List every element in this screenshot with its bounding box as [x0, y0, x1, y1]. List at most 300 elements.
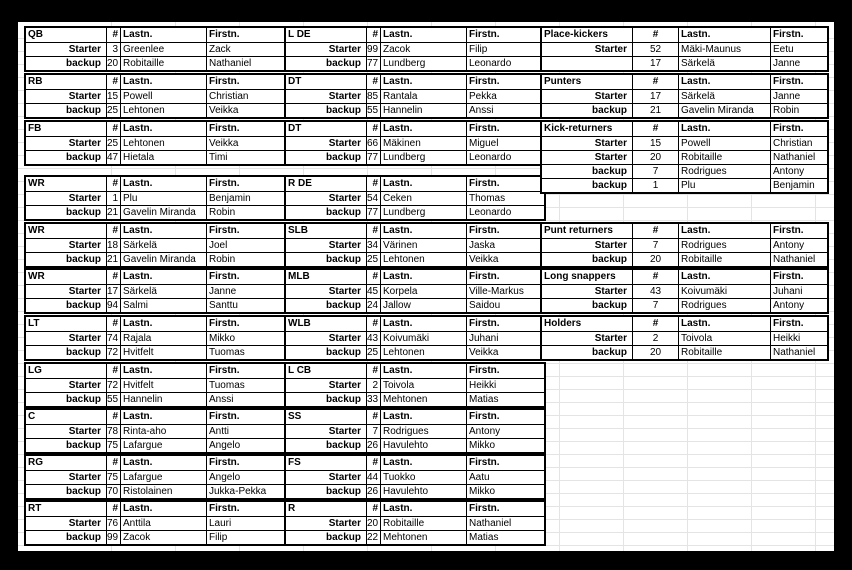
lastname-cell[interactable]: Koivumäki [380, 332, 466, 346]
lastname-cell[interactable]: Gavelin Miranda [120, 206, 206, 220]
number-cell[interactable]: 25 [367, 347, 379, 358]
number-cell[interactable]: 17 [632, 90, 678, 104]
firstname-cell[interactable]: Robin [770, 104, 827, 118]
position-label[interactable]: L DE [288, 29, 311, 40]
position-label[interactable]: Kick-returners [544, 123, 613, 134]
number-header[interactable]: # [632, 317, 678, 331]
role-cell[interactable]: backup [325, 394, 361, 405]
lastname-cell[interactable]: Toivola [678, 332, 770, 346]
lastname-header[interactable]: Lastn. [678, 270, 770, 284]
role-cell[interactable]: backup [325, 152, 361, 163]
lastname-cell[interactable]: Lehtonen [120, 104, 206, 118]
number-cell[interactable]: 43 [632, 285, 678, 299]
empty-cell[interactable] [586, 122, 630, 136]
firstname-header[interactable]: Firstn. [206, 28, 282, 42]
firstname-cell[interactable]: Janne [770, 57, 827, 71]
number-cell[interactable]: 3 [106, 43, 120, 57]
number-cell[interactable]: 72 [107, 347, 119, 358]
firstname-header[interactable]: Firstn. [466, 224, 542, 238]
lastname-cell[interactable]: Särkelä [678, 90, 770, 104]
position-label[interactable]: L CB [288, 365, 312, 376]
firstname-cell[interactable]: Mikko [206, 332, 282, 346]
position-label[interactable]: DT [288, 76, 302, 87]
number-cell[interactable]: 17 [107, 286, 119, 297]
empty-cell[interactable] [318, 28, 364, 42]
firstname-header[interactable]: Firstn. [770, 122, 827, 136]
firstname-cell[interactable]: Antony [770, 239, 827, 253]
role-cell[interactable]: backup [325, 486, 361, 497]
number-header[interactable]: # [106, 502, 120, 516]
firstname-cell[interactable]: Anssi [206, 393, 282, 407]
empty-cell[interactable] [318, 75, 364, 89]
role-cell[interactable]: backup [591, 300, 627, 311]
role-cell[interactable]: Starter [594, 152, 627, 163]
number-cell[interactable]: 70 [107, 486, 119, 497]
firstname-cell[interactable]: Antony [770, 165, 827, 179]
lastname-cell[interactable]: Jallow [380, 299, 466, 313]
role-cell[interactable]: Starter [328, 44, 361, 55]
lastname-cell[interactable]: Hvitfelt [120, 346, 206, 360]
lastname-cell[interactable]: Hannelin [380, 104, 466, 118]
position-label[interactable]: QB [28, 29, 43, 40]
role-cell[interactable]: Starter [68, 193, 101, 204]
lastname-cell[interactable]: Ristolainen [120, 485, 206, 499]
number-header[interactable]: # [106, 224, 120, 238]
firstname-cell[interactable]: Nathaniel [770, 151, 827, 165]
position-label[interactable]: RG [28, 457, 43, 468]
number-cell[interactable]: 7 [632, 299, 678, 313]
firstname-cell[interactable]: Benjamin [770, 179, 827, 193]
role-cell[interactable]: Starter [328, 333, 361, 344]
lastname-cell[interactable]: Särkelä [678, 57, 770, 71]
role-cell[interactable]: Starter [594, 286, 627, 297]
number-header[interactable]: # [106, 317, 120, 331]
role-cell[interactable]: backup [591, 166, 627, 177]
role-cell[interactable]: Starter [68, 518, 101, 529]
number-cell[interactable]: 21 [107, 207, 119, 218]
role-cell[interactable]: Starter [328, 472, 361, 483]
number-cell[interactable]: 33 [367, 394, 379, 405]
role-cell[interactable]: Starter [328, 193, 361, 204]
lastname-header[interactable]: Lastn. [120, 456, 206, 470]
position-label[interactable]: Long snappers [544, 271, 616, 282]
firstname-cell[interactable]: Christian [770, 137, 827, 151]
firstname-cell[interactable]: Lauri [206, 517, 282, 531]
firstname-cell[interactable]: Tuomas [206, 346, 282, 360]
role-cell[interactable]: backup [325, 207, 361, 218]
firstname-cell[interactable]: Antony [466, 425, 542, 439]
lastname-cell[interactable]: Gavelin Miranda [678, 104, 770, 118]
firstname-cell[interactable]: Miguel [466, 137, 542, 151]
number-cell[interactable]: 99 [107, 532, 119, 543]
position-label[interactable]: Place-kickers [544, 29, 608, 40]
role-cell[interactable]: backup [325, 532, 361, 543]
number-cell[interactable]: 26 [367, 440, 379, 451]
empty-cell[interactable] [58, 224, 104, 238]
firstname-cell[interactable]: Ville-Markus [466, 285, 542, 299]
lastname-cell[interactable]: Robitaille [380, 517, 466, 531]
number-cell[interactable]: 77 [367, 207, 379, 218]
number-cell[interactable]: 34 [367, 240, 379, 251]
firstname-cell[interactable]: Santtu [206, 299, 282, 313]
empty-cell[interactable] [58, 502, 104, 516]
lastname-cell[interactable]: Korpela [380, 285, 466, 299]
lastname-header[interactable]: Lastn. [380, 177, 466, 191]
number-cell[interactable]: 25 [367, 254, 379, 265]
number-header[interactable]: # [632, 28, 678, 42]
firstname-cell[interactable]: Nathaniel [770, 346, 827, 360]
number-cell[interactable]: 55 [367, 105, 379, 116]
position-label[interactable]: Punters [544, 76, 582, 87]
number-header[interactable]: # [106, 270, 120, 284]
empty-cell[interactable] [58, 75, 104, 89]
firstname-cell[interactable]: Robin [206, 253, 282, 267]
empty-cell[interactable] [58, 410, 104, 424]
lastname-cell[interactable]: Powell [678, 137, 770, 151]
number-cell[interactable]: 21 [107, 254, 119, 265]
number-header[interactable]: # [106, 122, 120, 136]
lastname-cell[interactable]: Mehtonen [380, 393, 466, 407]
number-header[interactable]: # [366, 456, 380, 470]
position-label[interactable]: LT [28, 318, 40, 329]
role-cell[interactable]: backup [65, 347, 101, 358]
number-cell[interactable]: 77 [367, 152, 379, 163]
firstname-cell[interactable]: Anssi [466, 104, 542, 118]
role-cell[interactable]: Starter [594, 333, 627, 344]
firstname-cell[interactable]: Robin [206, 206, 282, 220]
lastname-header[interactable]: Lastn. [120, 75, 206, 89]
firstname-header[interactable]: Firstn. [206, 270, 282, 284]
number-cell[interactable]: 15 [107, 91, 119, 102]
empty-cell[interactable] [318, 224, 364, 238]
firstname-cell[interactable]: Juhani [466, 332, 542, 346]
number-cell[interactable]: 1 [106, 192, 120, 206]
lastname-cell[interactable]: Salmi [120, 299, 206, 313]
role-cell[interactable]: Starter [594, 91, 627, 102]
firstname-cell[interactable]: Saidou [466, 299, 542, 313]
lastname-cell[interactable]: Rantala [380, 90, 466, 104]
number-cell[interactable]: 25 [107, 105, 119, 116]
firstname-cell[interactable]: Benjamin [206, 192, 282, 206]
position-label[interactable]: WR [28, 225, 45, 236]
lastname-cell[interactable]: Ceken [380, 192, 466, 206]
lastname-header[interactable]: Lastn. [380, 364, 466, 378]
number-cell[interactable]: 26 [367, 486, 379, 497]
lastname-header[interactable]: Lastn. [380, 270, 466, 284]
empty-cell[interactable] [58, 122, 104, 136]
number-cell[interactable]: 75 [107, 472, 119, 483]
role-cell[interactable]: backup [65, 440, 101, 451]
role-cell[interactable]: Starter [328, 138, 361, 149]
empty-cell[interactable] [58, 317, 104, 331]
empty-cell[interactable] [58, 28, 104, 42]
role-cell[interactable]: Starter [594, 240, 627, 251]
number-cell[interactable]: 7 [366, 425, 380, 439]
lastname-header[interactable]: Lastn. [120, 410, 206, 424]
lastname-cell[interactable]: Powell [120, 90, 206, 104]
number-cell[interactable]: 20 [632, 253, 678, 267]
number-cell[interactable]: 15 [632, 137, 678, 151]
lastname-cell[interactable]: Zacok [380, 43, 466, 57]
empty-cell[interactable] [318, 410, 364, 424]
number-header[interactable]: # [366, 75, 380, 89]
lastname-cell[interactable]: Toivola [380, 379, 466, 393]
number-cell[interactable]: 78 [107, 426, 119, 437]
firstname-header[interactable]: Firstn. [466, 502, 542, 516]
lastname-cell[interactable]: Havulehto [380, 485, 466, 499]
number-header[interactable]: # [366, 28, 380, 42]
firstname-header[interactable]: Firstn. [206, 177, 282, 191]
firstname-cell[interactable]: Nathaniel [466, 517, 542, 531]
firstname-cell[interactable]: Antony [770, 299, 827, 313]
lastname-cell[interactable]: Lundberg [380, 151, 466, 165]
firstname-header[interactable]: Firstn. [206, 317, 282, 331]
number-header[interactable]: # [106, 75, 120, 89]
role-cell[interactable]: backup [325, 347, 361, 358]
role-cell[interactable]: backup [65, 58, 101, 69]
firstname-cell[interactable]: Mikko [466, 439, 542, 453]
firstname-cell[interactable]: Matias [466, 531, 542, 545]
position-label[interactable]: WR [28, 178, 45, 189]
firstname-cell[interactable]: Nathaniel [770, 253, 827, 267]
number-cell[interactable]: 94 [107, 300, 119, 311]
firstname-cell[interactable]: Thomas [466, 192, 542, 206]
firstname-cell[interactable]: Veikka [206, 137, 282, 151]
empty-cell[interactable] [318, 317, 364, 331]
firstname-header[interactable]: Firstn. [466, 317, 542, 331]
firstname-cell[interactable]: Tuomas [206, 379, 282, 393]
firstname-header[interactable]: Firstn. [466, 177, 542, 191]
role-cell[interactable]: Starter [68, 333, 101, 344]
role-cell[interactable]: Starter [68, 240, 101, 251]
firstname-cell[interactable]: Matias [466, 393, 542, 407]
firstname-header[interactable]: Firstn. [206, 502, 282, 516]
lastname-header[interactable]: Lastn. [120, 122, 206, 136]
lastname-cell[interactable]: Rodrigues [678, 239, 770, 253]
number-cell[interactable]: 18 [107, 240, 119, 251]
empty-cell[interactable] [58, 270, 104, 284]
firstname-cell[interactable]: Heikki [770, 332, 827, 346]
lastname-header[interactable]: Lastn. [678, 75, 770, 89]
lastname-cell[interactable]: Särkelä [120, 285, 206, 299]
lastname-header[interactable]: Lastn. [678, 28, 770, 42]
number-cell[interactable]: 72 [107, 380, 119, 391]
role-cell[interactable]: backup [325, 254, 361, 265]
role-cell[interactable]: backup [65, 152, 101, 163]
role-cell[interactable]: Starter [594, 44, 627, 55]
lastname-header[interactable]: Lastn. [380, 410, 466, 424]
lastname-header[interactable]: Lastn. [120, 502, 206, 516]
firstname-header[interactable]: Firstn. [466, 28, 542, 42]
lastname-cell[interactable]: Plu [678, 179, 770, 193]
firstname-cell[interactable]: Janne [770, 90, 827, 104]
empty-cell[interactable] [586, 224, 630, 238]
lastname-cell[interactable]: Rodrigues [380, 425, 466, 439]
number-cell[interactable]: 44 [367, 472, 379, 483]
empty-cell[interactable] [586, 317, 630, 331]
firstname-cell[interactable]: Jukka-Pekka [206, 485, 282, 499]
number-header[interactable]: # [366, 502, 380, 516]
lastname-cell[interactable]: Rodrigues [678, 165, 770, 179]
number-cell[interactable]: 77 [367, 58, 379, 69]
empty-cell[interactable] [318, 122, 364, 136]
firstname-header[interactable]: Firstn. [770, 224, 827, 238]
position-label[interactable]: RB [28, 76, 43, 87]
firstname-cell[interactable]: Jaska [466, 239, 542, 253]
firstname-cell[interactable]: Leonardo [466, 57, 542, 71]
role-cell[interactable]: backup [591, 180, 627, 191]
number-cell[interactable]: 99 [367, 44, 379, 55]
lastname-cell[interactable]: Gavelin Miranda [120, 253, 206, 267]
number-cell[interactable]: 20 [107, 58, 119, 69]
lastname-cell[interactable]: Zacok [120, 531, 206, 545]
lastname-cell[interactable]: Hietala [120, 151, 206, 165]
empty-cell[interactable] [318, 364, 364, 378]
number-cell[interactable]: 2 [632, 332, 678, 346]
number-cell[interactable]: 17 [632, 57, 678, 71]
firstname-cell[interactable]: Filip [466, 43, 542, 57]
firstname-cell[interactable]: Aatu [466, 471, 542, 485]
firstname-header[interactable]: Firstn. [770, 317, 827, 331]
lastname-cell[interactable]: Plu [120, 192, 206, 206]
number-header[interactable]: # [366, 122, 380, 136]
empty-cell[interactable] [58, 456, 104, 470]
firstname-header[interactable]: Firstn. [466, 75, 542, 89]
lastname-cell[interactable]: Värinen [380, 239, 466, 253]
firstname-header[interactable]: Firstn. [206, 364, 282, 378]
empty-cell[interactable] [318, 456, 364, 470]
role-cell[interactable]: backup [65, 105, 101, 116]
lastname-cell[interactable]: Hannelin [120, 393, 206, 407]
firstname-cell[interactable]: Angelo [206, 439, 282, 453]
lastname-cell[interactable]: Robitaille [678, 151, 770, 165]
firstname-cell[interactable]: Leonardo [466, 151, 542, 165]
position-label[interactable]: SS [288, 411, 302, 422]
number-header[interactable]: # [366, 364, 380, 378]
role-cell[interactable] [586, 57, 630, 71]
firstname-header[interactable]: Firstn. [466, 456, 542, 470]
lastname-header[interactable]: Lastn. [120, 317, 206, 331]
number-cell[interactable]: 24 [367, 300, 379, 311]
lastname-cell[interactable]: Särkelä [120, 239, 206, 253]
role-cell[interactable]: Starter [68, 426, 101, 437]
number-cell[interactable]: 20 [632, 151, 678, 165]
role-cell[interactable]: Starter [594, 138, 627, 149]
position-label[interactable]: RT [28, 503, 42, 514]
position-label[interactable]: Punt returners [544, 225, 613, 236]
role-cell[interactable]: Starter [328, 426, 361, 437]
role-cell[interactable]: backup [591, 105, 627, 116]
number-cell[interactable]: 22 [367, 532, 379, 543]
position-label[interactable]: SLB [288, 225, 308, 236]
number-cell[interactable]: 74 [107, 333, 119, 344]
firstname-header[interactable]: Firstn. [206, 410, 282, 424]
role-cell[interactable]: Starter [328, 286, 361, 297]
lastname-cell[interactable]: Lundberg [380, 57, 466, 71]
number-cell[interactable]: 52 [632, 43, 678, 57]
lastname-cell[interactable]: Anttila [120, 517, 206, 531]
firstname-cell[interactable]: Timi [206, 151, 282, 165]
number-cell[interactable]: 1 [632, 179, 678, 193]
position-label[interactable]: FS [288, 457, 301, 468]
number-cell[interactable]: 21 [632, 104, 678, 118]
number-cell[interactable]: 54 [367, 193, 379, 204]
role-cell[interactable]: backup [65, 207, 101, 218]
number-cell[interactable]: 20 [367, 518, 379, 529]
number-cell[interactable]: 47 [107, 152, 119, 163]
lastname-header[interactable]: Lastn. [380, 456, 466, 470]
lastname-header[interactable]: Lastn. [678, 317, 770, 331]
lastname-header[interactable]: Lastn. [120, 28, 206, 42]
firstname-cell[interactable]: Leonardo [466, 206, 542, 220]
role-cell[interactable]: backup [65, 300, 101, 311]
number-header[interactable]: # [632, 270, 678, 284]
firstname-header[interactable]: Firstn. [466, 364, 542, 378]
lastname-header[interactable]: Lastn. [120, 270, 206, 284]
number-cell[interactable]: 20 [632, 346, 678, 360]
lastname-cell[interactable]: Koivumäki [678, 285, 770, 299]
lastname-cell[interactable]: Hvitfelt [120, 379, 206, 393]
role-cell[interactable]: Starter [328, 380, 361, 391]
lastname-cell[interactable]: Robitaille [678, 253, 770, 267]
lastname-cell[interactable]: Mehtonen [380, 531, 466, 545]
firstname-cell[interactable]: Veikka [466, 253, 542, 267]
number-cell[interactable]: 66 [367, 138, 379, 149]
firstname-cell[interactable]: Juhani [770, 285, 827, 299]
number-header[interactable]: # [366, 224, 380, 238]
role-cell[interactable]: Starter [68, 286, 101, 297]
firstname-cell[interactable]: Zack [206, 43, 282, 57]
lastname-cell[interactable]: Rinta-aho [120, 425, 206, 439]
firstname-cell[interactable]: Heikki [466, 379, 542, 393]
number-cell[interactable]: 7 [632, 239, 678, 253]
number-cell[interactable]: 43 [367, 333, 379, 344]
number-cell[interactable]: 85 [367, 91, 379, 102]
position-label[interactable]: Holders [544, 318, 582, 329]
lastname-cell[interactable]: Lafargue [120, 471, 206, 485]
number-header[interactable]: # [366, 270, 380, 284]
empty-cell[interactable] [318, 177, 364, 191]
empty-cell[interactable] [586, 75, 630, 89]
number-header[interactable]: # [106, 177, 120, 191]
number-header[interactable]: # [106, 410, 120, 424]
role-cell[interactable]: Starter [68, 380, 101, 391]
firstname-header[interactable]: Firstn. [206, 75, 282, 89]
lastname-header[interactable]: Lastn. [380, 502, 466, 516]
lastname-header[interactable]: Lastn. [380, 224, 466, 238]
number-cell[interactable]: 25 [107, 138, 119, 149]
lastname-header[interactable]: Lastn. [678, 224, 770, 238]
lastname-cell[interactable]: Tuokko [380, 471, 466, 485]
number-cell[interactable]: 75 [107, 440, 119, 451]
role-cell[interactable]: Starter [68, 91, 101, 102]
role-cell[interactable]: backup [325, 58, 361, 69]
firstname-header[interactable]: Firstn. [466, 270, 542, 284]
role-cell[interactable]: backup [325, 440, 361, 451]
position-label[interactable]: C [28, 411, 36, 422]
firstname-cell[interactable]: Angelo [206, 471, 282, 485]
lastname-header[interactable]: Lastn. [380, 122, 466, 136]
lastname-cell[interactable]: Robitaille [120, 57, 206, 71]
lastname-cell[interactable]: Rajala [120, 332, 206, 346]
role-cell[interactable]: backup [591, 347, 627, 358]
role-cell[interactable]: backup [65, 486, 101, 497]
firstname-cell[interactable]: Pekka [466, 90, 542, 104]
lastname-cell[interactable]: Lehtonen [380, 346, 466, 360]
firstname-cell[interactable]: Antti [206, 425, 282, 439]
position-label[interactable]: DT [288, 123, 302, 134]
role-cell[interactable]: backup [325, 105, 361, 116]
